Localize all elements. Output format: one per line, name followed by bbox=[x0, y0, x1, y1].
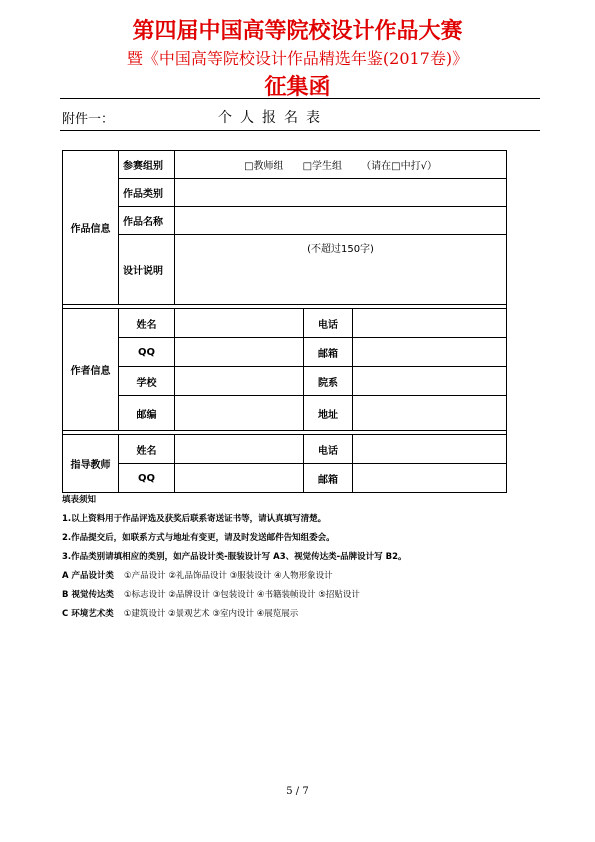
note-item: 1.以上资料用于作品评选及获奖后联系寄送证书等，请认真填写清楚。 bbox=[62, 514, 327, 524]
page-number: 5 / 7 bbox=[286, 786, 309, 797]
section-teacher-info: 指导教师 bbox=[63, 435, 119, 493]
label-work-type: 作品类别 bbox=[119, 179, 175, 207]
note-item: 2.作品提交后，如联系方式与地址有变更，请及时发送邮件告知组委会。 bbox=[62, 533, 335, 543]
category-label: C 环境艺术类 bbox=[62, 609, 114, 619]
attachment-label: 附件一： bbox=[62, 112, 115, 127]
subheader-rule bbox=[60, 130, 540, 131]
desc-hint: (不超过150字) bbox=[307, 244, 374, 255]
work-name-field[interactable] bbox=[175, 207, 507, 235]
category-line bbox=[62, 567, 407, 586]
teacher-qq-field[interactable] bbox=[175, 464, 304, 493]
label-author-email: 邮箱 bbox=[304, 338, 353, 367]
category-items: ①标志设计 ②品牌设计 ③包装设计 ④书籍装帧设计 ⑤招贴设计 bbox=[123, 590, 360, 600]
label-teacher-name: 姓名 bbox=[119, 435, 175, 464]
address-field[interactable] bbox=[353, 396, 507, 431]
section-work-info: 作品信息 bbox=[63, 151, 119, 305]
category-items: ①产品设计 ②礼品饰品设计 ③服装设计 ④人物形象设计 bbox=[124, 571, 333, 581]
category-line bbox=[62, 605, 407, 624]
zip-field[interactable] bbox=[175, 396, 304, 431]
form-notes bbox=[62, 491, 407, 624]
department-field[interactable] bbox=[353, 367, 507, 396]
author-qq-field[interactable] bbox=[175, 338, 304, 367]
author-email-field[interactable] bbox=[353, 338, 507, 367]
title-line-2: 暨《中国高等院校设计作品精选年鉴(2017卷)》 bbox=[126, 49, 469, 68]
label-design-desc: 设计说明 bbox=[119, 235, 175, 305]
category-label: A 产品设计类 bbox=[62, 571, 115, 581]
design-desc-field[interactable] bbox=[175, 235, 507, 305]
label-school: 学校 bbox=[119, 367, 175, 396]
title-line-3: 征集函 bbox=[264, 74, 331, 100]
label-department: 院系 bbox=[304, 367, 353, 396]
teacher-name-field[interactable] bbox=[175, 435, 304, 464]
header-rule bbox=[60, 98, 540, 99]
label-author-name: 姓名 bbox=[119, 309, 175, 338]
author-phone-field[interactable] bbox=[353, 309, 507, 338]
label-author-qq: QQ bbox=[119, 338, 175, 367]
category-label: B 视觉传达类 bbox=[62, 590, 114, 600]
notes-heading: 填表须知 bbox=[62, 495, 97, 505]
category-items: ①建筑设计 ②景观艺术 ③室内设计 ④展览展示 bbox=[123, 609, 299, 619]
note-item: 3.作品类别请填相应的类别，如产品设计类-服装设计写 A3、视觉传达类-品牌设计写 B2。 bbox=[62, 552, 407, 562]
label-teacher-email: 邮箱 bbox=[304, 464, 353, 493]
label-author-phone: 电话 bbox=[304, 309, 353, 338]
label-zip: 邮编 bbox=[119, 396, 175, 431]
school-field[interactable] bbox=[175, 367, 304, 396]
registration-form bbox=[62, 150, 507, 493]
author-name-field[interactable] bbox=[175, 309, 304, 338]
label-category: 参赛组别 bbox=[119, 151, 175, 179]
category-options[interactable]: □教师组 □学生组 （请在□中打√） bbox=[175, 151, 507, 179]
label-work-name: 作品名称 bbox=[119, 207, 175, 235]
teacher-email-field[interactable] bbox=[353, 464, 507, 493]
work-type-field[interactable] bbox=[175, 179, 507, 207]
section-author-info: 作者信息 bbox=[63, 309, 119, 431]
teacher-phone-field[interactable] bbox=[353, 435, 507, 464]
label-teacher-qq: QQ bbox=[119, 464, 175, 493]
title-line-1: 第四届中国高等院校设计作品大赛 bbox=[132, 18, 463, 44]
label-address: 地址 bbox=[304, 396, 353, 431]
label-teacher-phone: 电话 bbox=[304, 435, 353, 464]
category-line bbox=[62, 586, 407, 605]
form-title: 个人报名表 bbox=[218, 110, 328, 126]
